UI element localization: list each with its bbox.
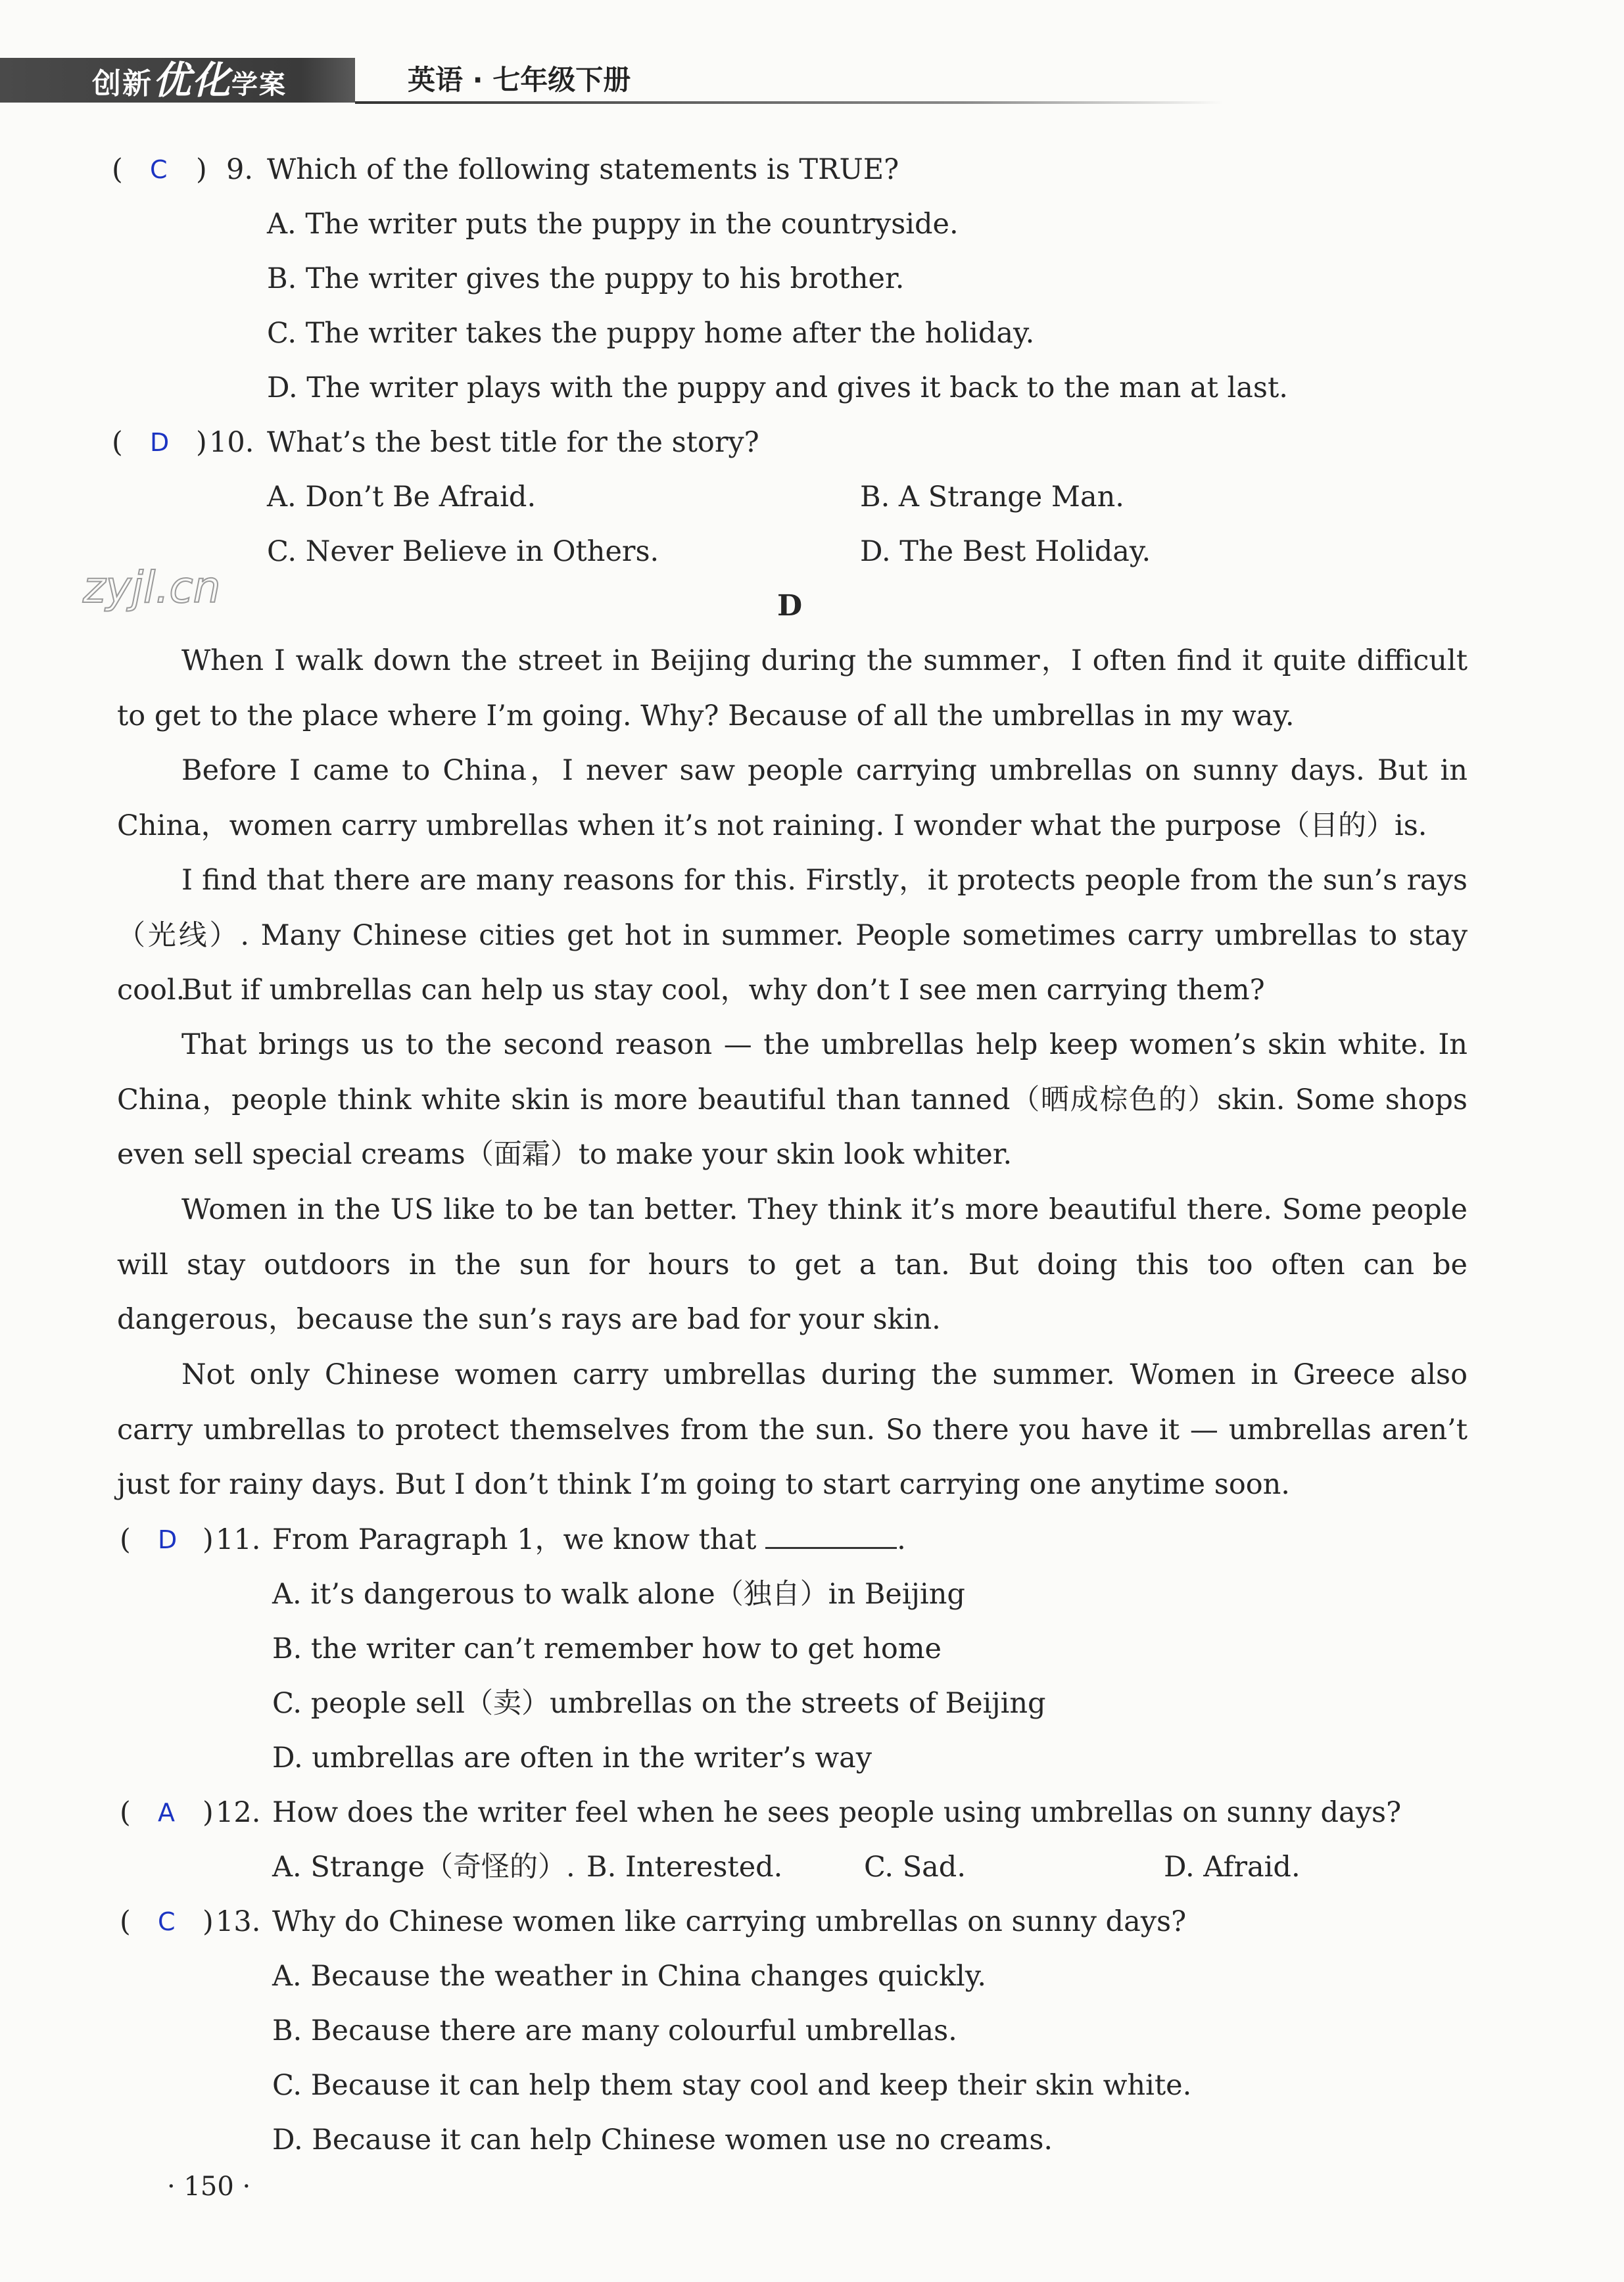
option-d: D. umbrellas are often in the writer’s way xyxy=(272,1742,872,1774)
header-divider xyxy=(355,101,1223,104)
option-d: D. Afraid. xyxy=(1164,1851,1301,1884)
brand-text-1: 创新 xyxy=(92,67,153,101)
page-number: · 150 · xyxy=(167,2172,251,2202)
answer-letter: D xyxy=(150,428,170,457)
option-c: C. The writer takes the puppy home after the holiday. xyxy=(267,317,1035,350)
answer-letter: A xyxy=(158,1798,175,1827)
brand-logo xyxy=(0,58,355,103)
answer-bracket-open: ( xyxy=(120,1523,131,1556)
brand-text-2: 优化 xyxy=(153,58,232,103)
question-number: 9. xyxy=(226,153,254,186)
answer-bracket-open: ( xyxy=(120,1905,131,1938)
watermark: zyjl.cn xyxy=(83,562,221,613)
option-a: A. Because the weather in China changes quickly. xyxy=(272,1960,987,1993)
option-c: C. Because it can help them stay cool and keep their skin white. xyxy=(272,2069,1192,2102)
option-c: C. Never Believe in Others. xyxy=(267,535,659,568)
option-b: B. the writer can’t remember how to get home xyxy=(272,1632,942,1665)
passage-paragraph: Women in the US like to be tan better. They think it’s more beautiful there. Some people will stay outdoors in the sun for hours to get a tan. But doing this too often can be dangerous，because the sun’s rays are bad for your skin. xyxy=(117,1193,1468,1336)
answer-letter: C xyxy=(150,155,168,184)
option-b: B. Because there are many colourful umbrellas. xyxy=(272,2014,957,2047)
question-number: 12. xyxy=(216,1796,261,1829)
question-stem: Why do Chinese women like carrying umbrellas on sunny days? xyxy=(272,1905,1187,1938)
answer-bracket-open: ( xyxy=(112,426,123,459)
answer-bracket-close: ) xyxy=(196,426,207,459)
answer-bracket-open: ( xyxy=(112,153,123,186)
page-header xyxy=(0,58,1223,105)
answer-blank xyxy=(765,1521,897,1549)
question-stem: What’s the best title for the story? xyxy=(267,426,759,459)
passage-paragraph: But if umbrellas can help us stay cool，why don’t I see men carrying them? xyxy=(181,974,1265,1007)
option-a: A. it’s dangerous to walk alone（独自）in Beijing xyxy=(272,1578,965,1611)
book-title: 英语 · 七年级下册 xyxy=(408,64,631,96)
passage-paragraph: I find that there are many reasons for this. Firstly，it protects people from the sun’s rays（光线）. Many Chinese cities get hot in summer. People sometimes carry umbrellas to stay cool. xyxy=(117,864,1468,1007)
brand-text-3: 学案 xyxy=(231,70,287,100)
answer-bracket-close: ) xyxy=(203,1523,214,1556)
section-title: D xyxy=(777,589,803,623)
question-number: 10. xyxy=(209,426,254,459)
option-c: C. people sell（卖）umbrellas on the streets of Beijing xyxy=(272,1687,1046,1720)
passage-paragraph: Not only Chinese women carry umbrellas during the summer. Women in Greece also carry umbrellas to protect themselves from the sun. So there you have it — umbrellas aren’t just for rainy days. But I don’t think I’m going to start carrying one anytime soon. xyxy=(117,1358,1468,1501)
passage-paragraph: That brings us to the second reason — the umbrellas help keep women’s skin white. In China，people think white skin is more beautiful than tanned（晒成棕色的）skin. Some shops even sell special creams（面霜）to make your skin look whiter. xyxy=(117,1028,1468,1171)
passage-paragraph: Before I came to China，I never saw people carrying umbrellas on sunny days. But in China，women carry umbrellas when it’s not raining. I wonder what the purpose（目的）is. xyxy=(117,754,1468,842)
option-a: A. Don’t Be Afraid. xyxy=(267,481,537,513)
answer-bracket-open: ( xyxy=(120,1796,131,1829)
question-stem: Which of the following statements is TRUE? xyxy=(267,153,899,186)
question-number: 11. xyxy=(216,1523,261,1556)
option-c: C. Sad. xyxy=(864,1851,966,1884)
answer-bracket-close: ) xyxy=(203,1905,214,1938)
answer-letter: C xyxy=(158,1907,176,1936)
option-b: B. A Strange Man. xyxy=(860,481,1124,513)
option-b: B. Interested. xyxy=(586,1851,783,1884)
option-a: A. Strange（奇怪的）. xyxy=(272,1851,575,1884)
option-d: D. The Best Holiday. xyxy=(860,535,1151,568)
passage-paragraph: When I walk down the street in Beijing during the summer，I often find it quite difficult to get to the place where I’m going. Why? Because of all the umbrellas in my way. xyxy=(117,644,1468,732)
option-d: D. The writer plays with the puppy and gives it back to the man at last. xyxy=(267,371,1288,404)
option-b: B. The writer gives the puppy to his brother. xyxy=(267,262,905,295)
option-a: A. The writer puts the puppy in the countryside. xyxy=(267,208,959,241)
option-d: D. Because it can help Chinese women use no creams. xyxy=(272,2124,1053,2156)
question-stem: From Paragraph 1，we know that . xyxy=(272,1520,906,1559)
answer-bracket-close: ) xyxy=(196,153,207,186)
question-number: 13. xyxy=(216,1905,261,1938)
question-stem: How does the writer feel when he sees people using umbrellas on sunny days? xyxy=(272,1796,1402,1829)
answer-bracket-close: ) xyxy=(203,1796,214,1829)
answer-letter: D xyxy=(158,1525,178,1554)
